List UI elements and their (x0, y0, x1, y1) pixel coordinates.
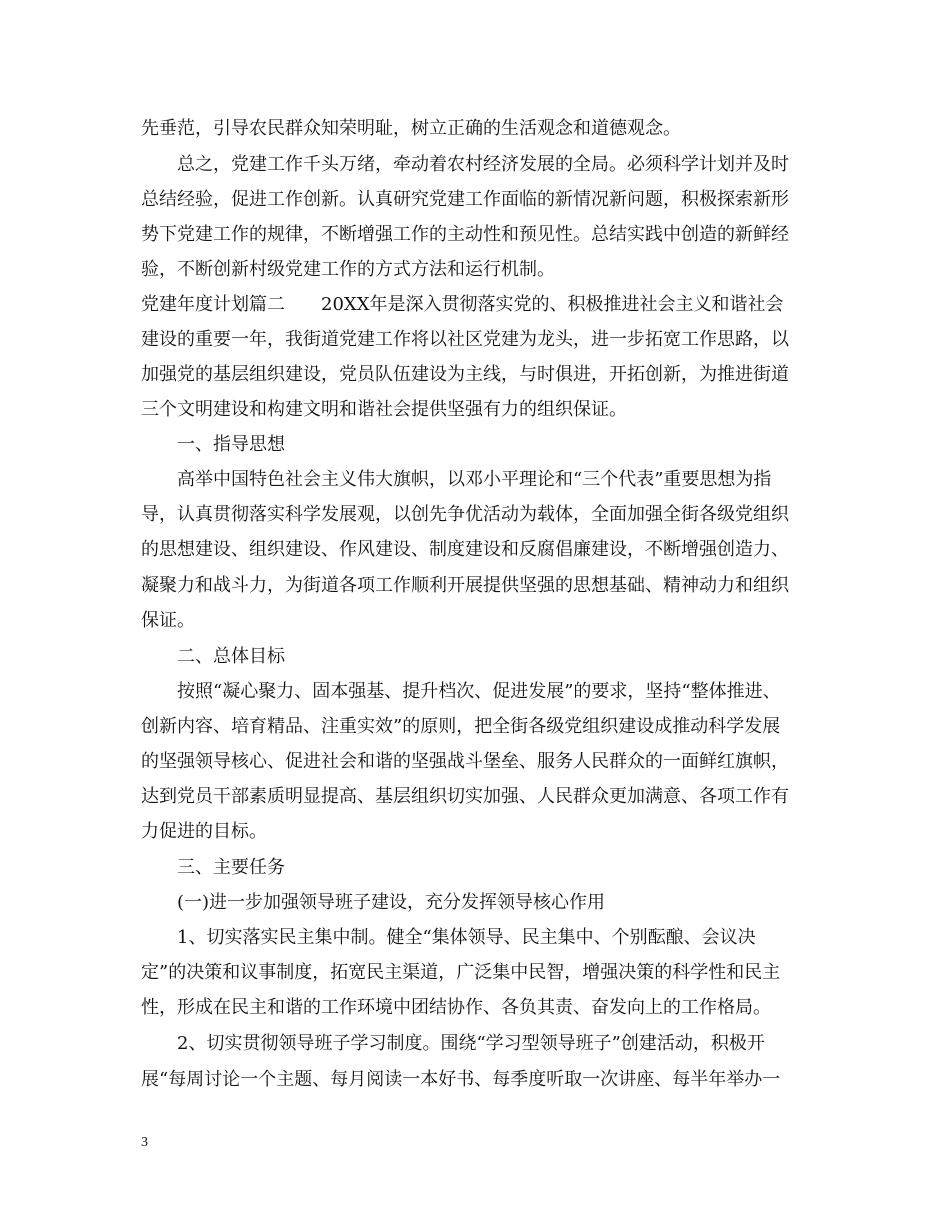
text-line: 的思想建设、组织建设、作风建设、制度建设和反腐倡廉建设，不断增强创造力、 (141, 539, 789, 560)
text-line: 建设的重要一年，我街道党建工作将以社区党建为龙头，进一步拓宽工作思路，以 (141, 329, 789, 350)
text-line: 加强党的基层组织建设，党员队伍建设为主线，与时俱进，开拓创新，为推进街道 (141, 364, 789, 385)
subheading-leadership: (一)进一步加强领导班子建设，充分发挥领导核心作用 (177, 892, 606, 913)
text-line: 创新内容、培育精品、注重实效”的原则，把全街各级党组织建设成推动科学发展 (141, 716, 781, 737)
heading-overall-goal: 二、总体目标 (177, 646, 285, 667)
text-line: 势下党建工作的规律，不断增强工作的主动性和预见性。总结实践中创造的新鲜经 (141, 224, 789, 245)
text-line: 力促进的目标。 (141, 821, 267, 842)
text-line: 总结经验，促进工作创新。认真研究党建工作面临的新情况新问题，积极探索新形 (141, 189, 789, 210)
text-line: 先垂范，引导农民群众知荣明耻，树立正确的生活观念和道德观念。 (141, 118, 681, 139)
text-line: 高举中国特色社会主义伟大旗帜，以邓小平理论和“三个代表”重要思想为指 (177, 469, 772, 490)
page-number: 3 (141, 1135, 148, 1150)
text-line: 按照“凝心聚力、固本强基、提升档次、促进发展”的要求，坚持“整体推进、 (177, 681, 781, 702)
text-line: 性，形成在民主和谐的工作环境中团结协作、各负其责、奋发向上的工作格局。 (141, 997, 771, 1018)
text-line: 的坚强领导核心、促进社会和谐的坚强战斗堡垒、服务人民群众的一面鲜红旗帜， (141, 751, 789, 772)
text-line: 1、切实落实民主集中制。健全“集体领导、民主集中、个别酝酿、会议决 (177, 927, 756, 948)
text-line: 凝聚力和战斗力，为街道各项工作顺利开展提供坚强的思想基础、精神动力和组织 (141, 575, 789, 596)
heading-guiding-thought: 一、指导思想 (177, 434, 285, 455)
text-line: 展“每周讨论一个主题、每月阅读一本好书、每季度听取一次讲座、每半年举办一 (141, 1069, 781, 1090)
section-heading-line: 党建年度计划篇二 20XX年是深入贯彻落实党的、积极推进社会主义和谐社会 (141, 294, 784, 315)
text-line: 达到党员干部素质明显提高、基层组织切实加强、人民群众更加满意、各项工作有 (141, 786, 789, 807)
text-line: 导，认真贯彻落实科学发展观，以创先争优活动为载体，全面加强全街各级党组织 (141, 504, 789, 525)
text-line: 保证。 (141, 610, 195, 631)
text-line: 三个文明建设和构建文明和谐社会提供坚强有力的组织保证。 (141, 399, 627, 420)
heading-main-tasks: 三、主要任务 (177, 857, 285, 878)
text-line: 总之，党建工作千头万绪，牵动着农村经济发展的全局。必须科学计划并及时 (177, 154, 789, 175)
text-line: 2、切实贯彻领导班子学习制度。围绕“学习型领导班子”创建活动，积极开 (177, 1033, 765, 1054)
text-line: 验，不断创新村级党建工作的方式方法和运行机制。 (141, 259, 555, 280)
text-line: 定”的决策和议事制度，拓宽民主渠道，广泛集中民智，增强决策的科学性和民主 (141, 962, 781, 983)
